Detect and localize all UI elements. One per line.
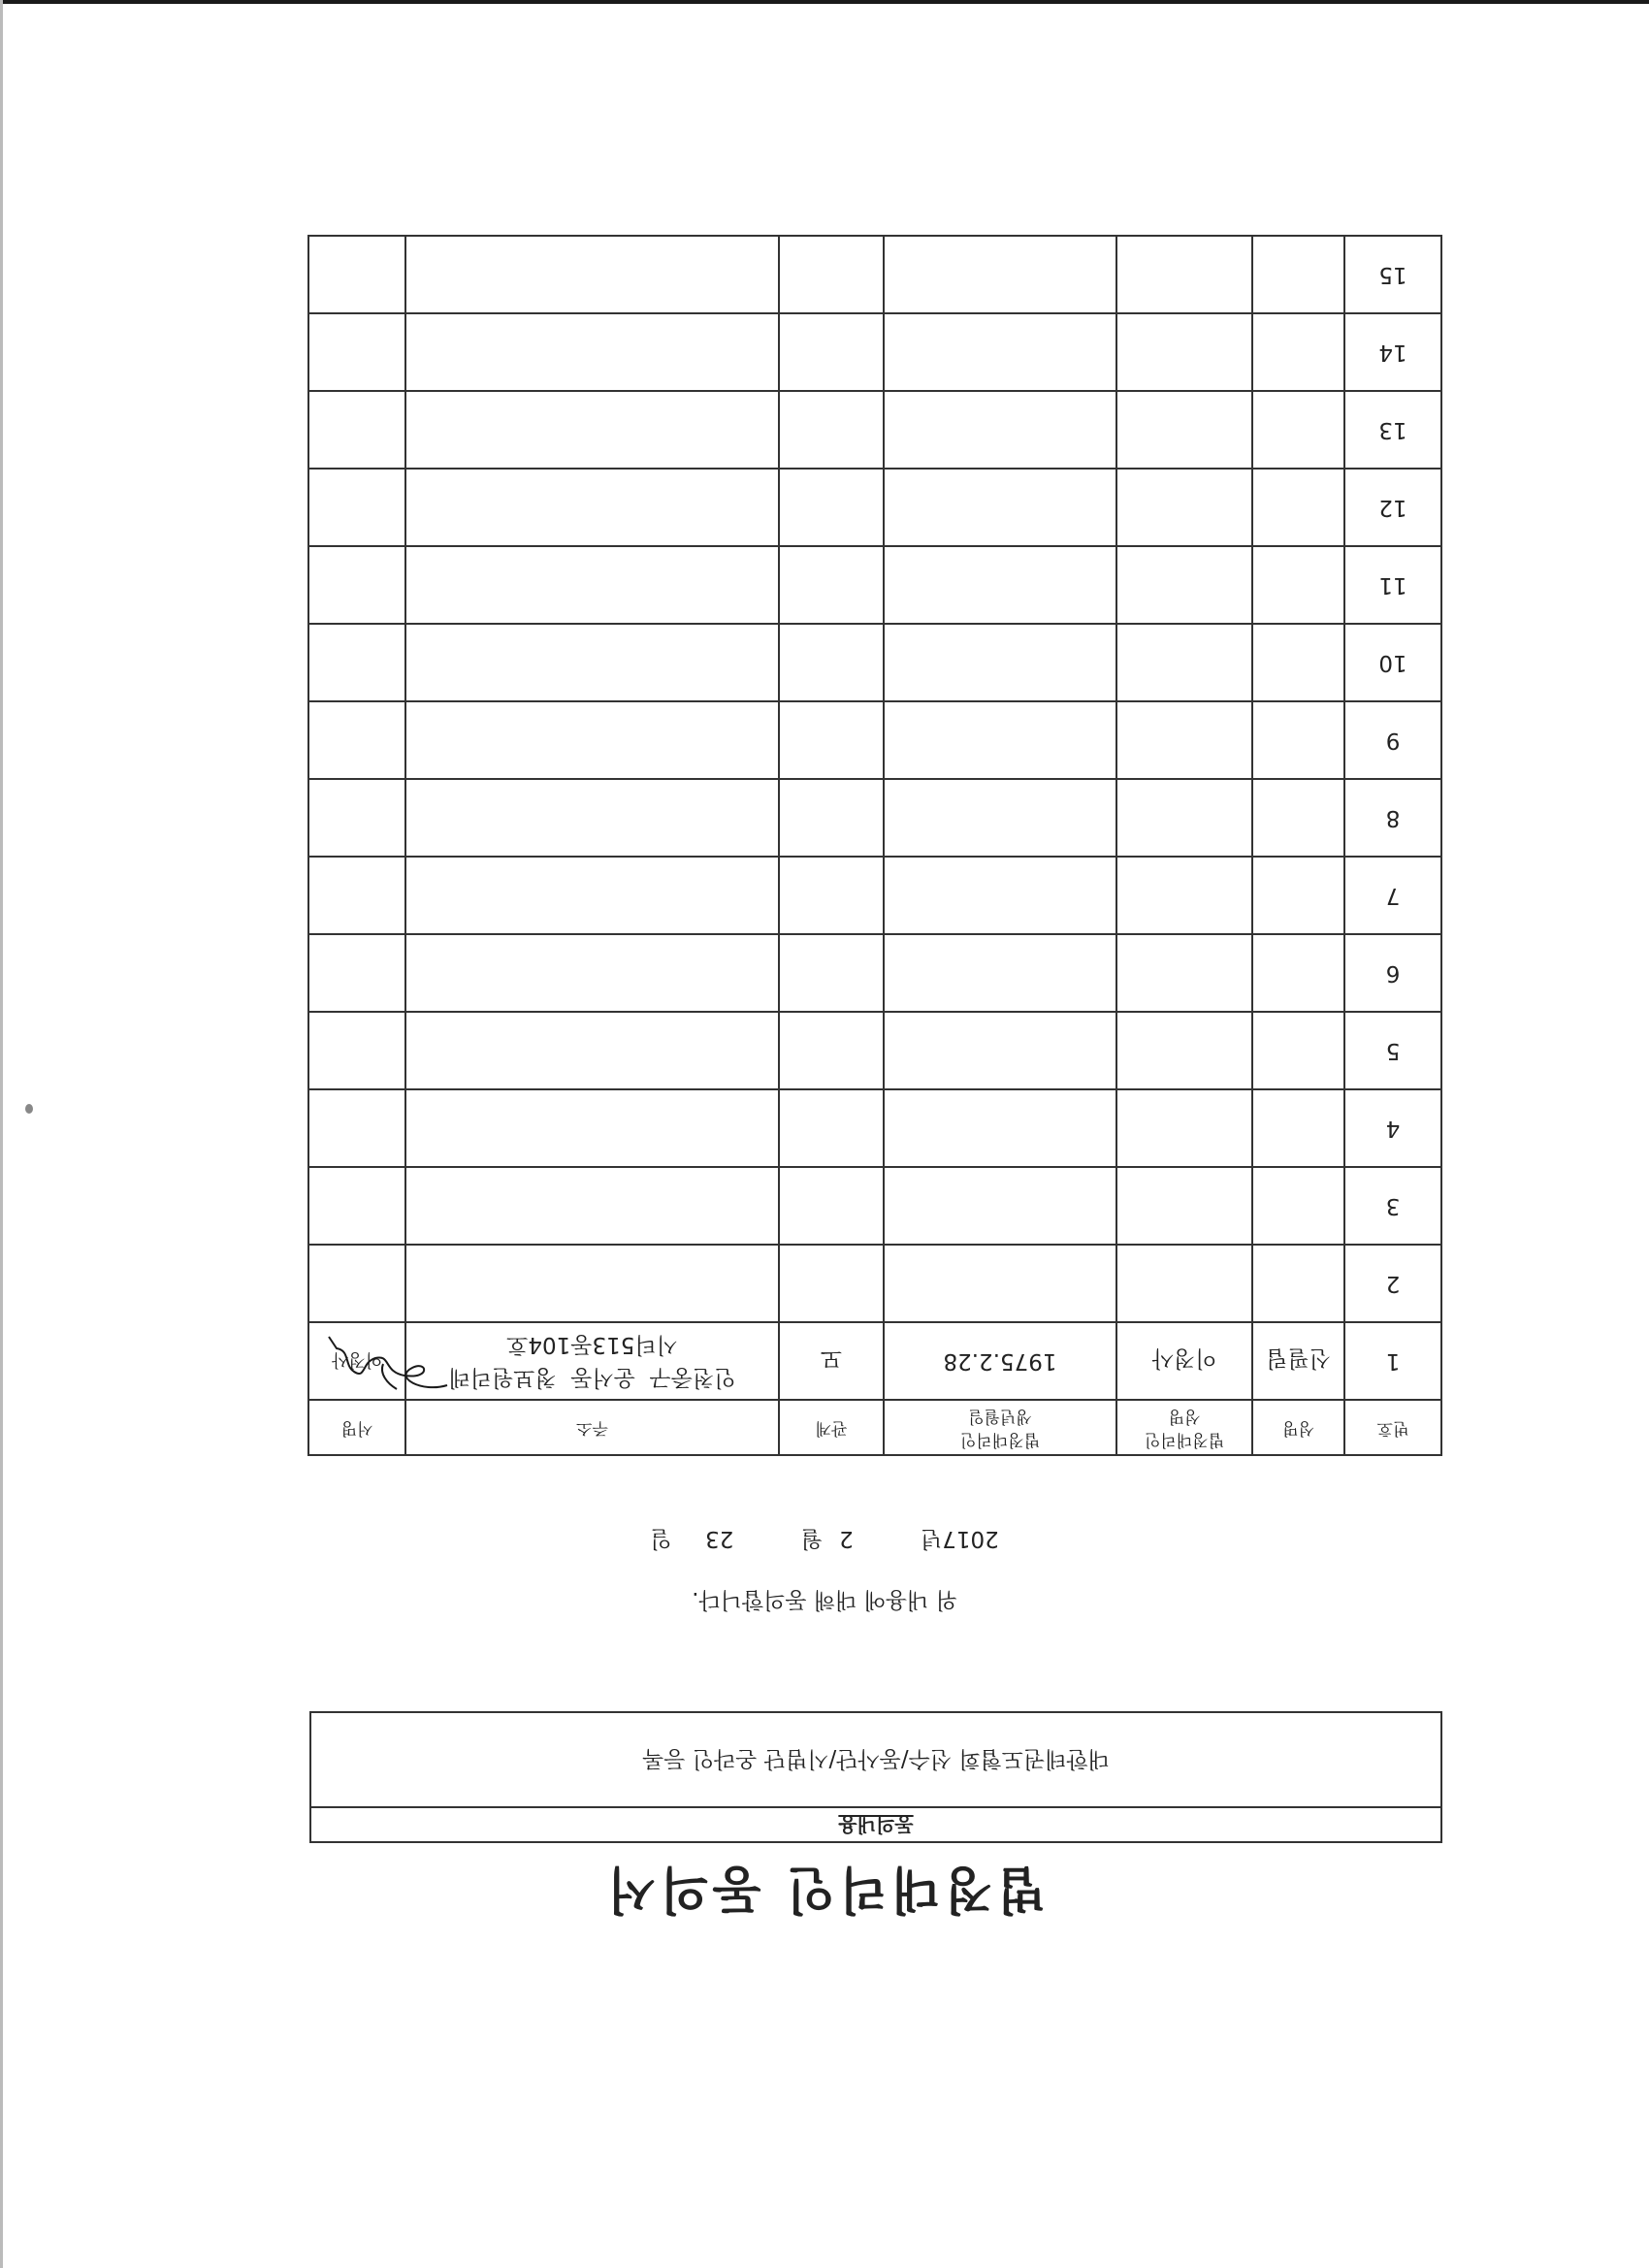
- cell-guardian-name: [1116, 1245, 1252, 1322]
- cell-no: 2: [1344, 1245, 1441, 1322]
- header-name: 성명: [1252, 1400, 1344, 1455]
- cell-address: [405, 1245, 779, 1322]
- cell-relation: 모: [779, 1322, 884, 1400]
- cell-guardian-name: [1116, 779, 1252, 857]
- cell-address: [405, 701, 779, 779]
- cell-relation: [779, 313, 884, 391]
- cell-signature: [308, 857, 405, 934]
- cell-signature: [308, 391, 405, 469]
- cell-no: 10: [1344, 624, 1441, 701]
- cell-guardian-birth: [884, 1167, 1116, 1245]
- cell-relation: [779, 1089, 884, 1167]
- cell-guardian-birth: [884, 391, 1116, 469]
- guardian-table: [307, 235, 1442, 1456]
- cell-no: 8: [1344, 779, 1441, 857]
- cell-guardian-name: [1116, 1089, 1252, 1167]
- cell-name: [1252, 546, 1344, 624]
- cell-address: [405, 1089, 779, 1167]
- header-guardian-birth: 법정대리인 생년월일: [884, 1400, 1116, 1455]
- cell-guardian-name: 이정사: [1116, 1322, 1252, 1400]
- header-guardian-name: 법정대리인 성명: [1116, 1400, 1252, 1455]
- cell-signature: [308, 1012, 405, 1089]
- table-header-row: [308, 1400, 1441, 1455]
- cell-no: 15: [1344, 236, 1441, 313]
- cell-no: 4: [1344, 1089, 1441, 1167]
- cell-name: [1252, 624, 1344, 701]
- cell-guardian-birth: [884, 236, 1116, 313]
- cell-address: [405, 1012, 779, 1089]
- table-row: [308, 546, 1441, 624]
- cell-guardian-name: [1116, 391, 1252, 469]
- table-row: [308, 779, 1441, 857]
- cell-no: 11: [1344, 546, 1441, 624]
- cell-relation: [779, 469, 884, 546]
- cell-guardian-birth: [884, 313, 1116, 391]
- cell-name: [1252, 236, 1344, 313]
- cell-guardian-name: [1116, 546, 1252, 624]
- cell-name: [1252, 779, 1344, 857]
- cell-address: [405, 1167, 779, 1245]
- cell-no: 14: [1344, 313, 1441, 391]
- cell-address: [405, 469, 779, 546]
- table-row: [308, 624, 1441, 701]
- cell-relation: [779, 391, 884, 469]
- cell-guardian-birth: [884, 624, 1116, 701]
- cell-guardian-birth: [884, 701, 1116, 779]
- cell-signature: [308, 624, 405, 701]
- cell-address: [405, 546, 779, 624]
- cell-relation: [779, 934, 884, 1012]
- cell-signature: [308, 546, 405, 624]
- table-row: [308, 934, 1441, 1012]
- cell-relation: [779, 779, 884, 857]
- cell-guardian-birth: [884, 779, 1116, 857]
- table-row: [308, 1322, 1441, 1400]
- cell-signature: [308, 1245, 405, 1322]
- address-line-2: 시티513동104호: [506, 1332, 678, 1357]
- table-row: [308, 313, 1441, 391]
- table-row: [308, 1012, 1441, 1089]
- cell-address: [405, 236, 779, 313]
- cell-relation: [779, 1245, 884, 1322]
- cell-signature: [308, 1322, 405, 1400]
- date-line: 2017년 2 월 23 일: [650, 1526, 999, 1551]
- cell-guardian-name: [1116, 469, 1252, 546]
- cell-address: [405, 624, 779, 701]
- cell-guardian-name: [1116, 701, 1252, 779]
- cell-relation: [779, 236, 884, 313]
- address-line-1: 인천중구 운서동 청보원리레: [448, 1365, 736, 1391]
- agreement-statement: 위 내용에 대해 동의합니다.: [692, 1587, 957, 1612]
- consent-text: 대한테권도협회 선수/동사단/시범단 온라인 등록: [642, 1746, 1110, 1771]
- cell-address: [405, 779, 779, 857]
- table-row: [308, 391, 1441, 469]
- cell-signature: [308, 313, 405, 391]
- cell-guardian-name: [1116, 313, 1252, 391]
- cell-name: [1252, 857, 1344, 934]
- cell-name: [1252, 934, 1344, 1012]
- table-row: [308, 469, 1441, 546]
- cell-signature: [308, 236, 405, 313]
- cell-guardian-birth: [884, 934, 1116, 1012]
- header-signature: 서명: [308, 1400, 405, 1455]
- consent-box: [309, 1711, 1442, 1843]
- cell-name: [1252, 701, 1344, 779]
- cell-name: [1252, 1245, 1344, 1322]
- cell-no: 9: [1344, 701, 1441, 779]
- header-relation: 관계: [779, 1400, 884, 1455]
- document-title: 법정대리인 동의서: [603, 1860, 1046, 1918]
- cell-guardian-name: [1116, 1167, 1252, 1245]
- cell-name: 신필립: [1252, 1322, 1344, 1400]
- cell-guardian-name: [1116, 857, 1252, 934]
- table-row: [308, 1089, 1441, 1167]
- cell-relation: [779, 1012, 884, 1089]
- cell-guardian-birth: [884, 1245, 1116, 1322]
- cell-name: [1252, 313, 1344, 391]
- cell-signature: [308, 934, 405, 1012]
- table-row: [308, 236, 1441, 313]
- signature-name: 이정사: [331, 1349, 383, 1370]
- cell-signature: [308, 701, 405, 779]
- cell-name: [1252, 1089, 1344, 1167]
- table-row: [308, 701, 1441, 779]
- cell-guardian-name: [1116, 1012, 1252, 1089]
- cell-no: 12: [1344, 469, 1441, 546]
- header-no: 번호: [1344, 1400, 1441, 1455]
- consent-header: [311, 1806, 1440, 1841]
- cell-guardian-birth: [884, 1012, 1116, 1089]
- cell-no: 1: [1344, 1322, 1441, 1400]
- cell-relation: [779, 624, 884, 701]
- cell-relation: [779, 701, 884, 779]
- cell-no: 13: [1344, 391, 1441, 469]
- cell-name: [1252, 1012, 1344, 1089]
- cell-guardian-name: [1116, 624, 1252, 701]
- consent-header-label: 동의내용: [838, 1813, 914, 1836]
- cell-guardian-birth: [884, 546, 1116, 624]
- cell-address: [405, 313, 779, 391]
- cell-guardian-name: [1116, 934, 1252, 1012]
- header-address: 주소: [405, 1400, 779, 1455]
- cell-address: [405, 1322, 779, 1400]
- cell-relation: [779, 546, 884, 624]
- cell-address: [405, 934, 779, 1012]
- cell-signature: [308, 779, 405, 857]
- cell-name: [1252, 391, 1344, 469]
- cell-signature: [308, 469, 405, 546]
- cell-signature: [308, 1089, 405, 1167]
- cell-relation: [779, 1167, 884, 1245]
- cell-no: 6: [1344, 934, 1441, 1012]
- table-row: [308, 1245, 1441, 1322]
- cell-name: [1252, 469, 1344, 546]
- cell-relation: [779, 857, 884, 934]
- cell-guardian-birth: 1975.2.28: [884, 1322, 1116, 1400]
- cell-no: 7: [1344, 857, 1441, 934]
- cell-no: 5: [1344, 1012, 1441, 1089]
- cell-guardian-name: [1116, 236, 1252, 313]
- cell-address: [405, 391, 779, 469]
- cell-guardian-birth: [884, 469, 1116, 546]
- cell-name: [1252, 1167, 1344, 1245]
- cell-guardian-birth: [884, 1089, 1116, 1167]
- table-row: [308, 857, 1441, 934]
- table-row: [308, 1167, 1441, 1245]
- cell-address: [405, 857, 779, 934]
- cell-no: 3: [1344, 1167, 1441, 1245]
- cell-guardian-birth: [884, 857, 1116, 934]
- cell-signature: [308, 1167, 405, 1245]
